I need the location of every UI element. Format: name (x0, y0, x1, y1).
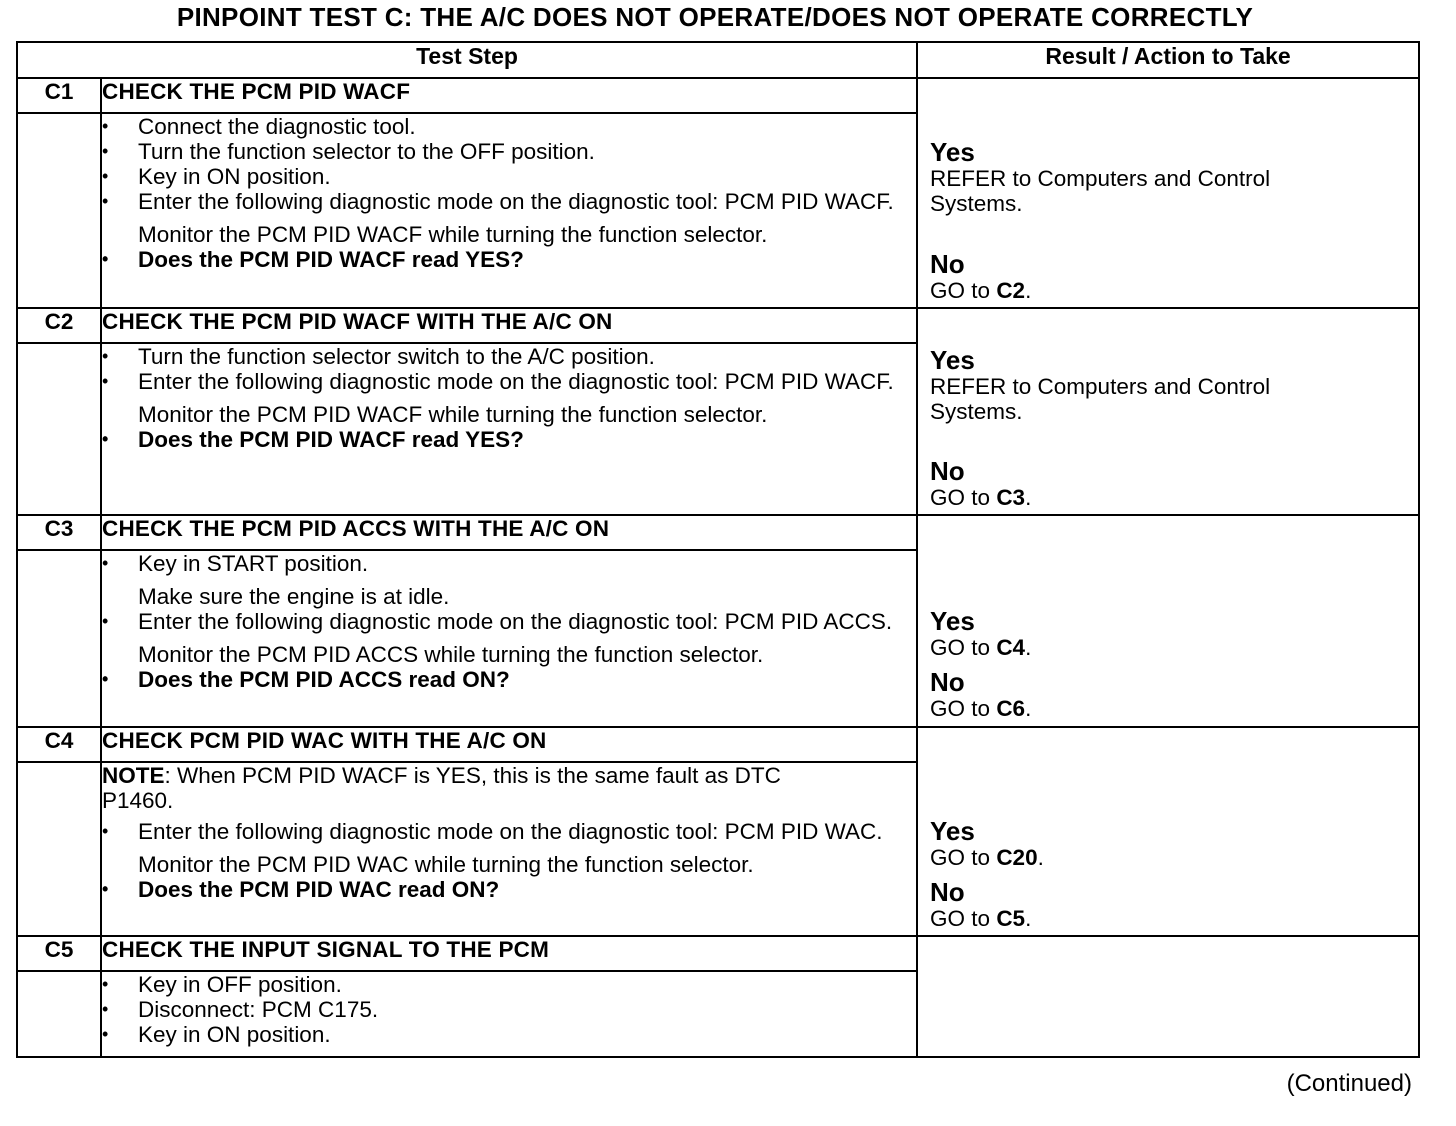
step-title: CHECK THE PCM PID WACF (101, 78, 917, 113)
question: • Does the PCM PID WAC read ON? (102, 877, 916, 902)
yes-action: GO to C4. (930, 635, 1032, 660)
note-text: : When PCM PID WACF is YES, this is the same fault as DTC P1460. (102, 763, 781, 813)
step-id: C4 (17, 727, 101, 762)
pinpoint-test-table (16, 41, 1420, 1058)
goto-link[interactable]: C20 (996, 845, 1038, 870)
list-item: • Enter the following diagnostic mode on the diagnostic tool: PCM PID WAC. (102, 819, 916, 844)
list-item: Make sure the engine is at idle. (138, 584, 450, 609)
page-title: PINPOINT TEST C: THE A/C DOES NOT OPERATE/DOES NOT OPERATE CORRECTLY (176, 2, 1254, 32)
continued-label: (Continued) (1286, 1070, 1412, 1097)
step-title-row-c1 (17, 78, 1419, 113)
yes-block (930, 818, 1410, 870)
list-item: Monitor the PCM PID WACF while turning the function selector. (138, 402, 768, 427)
goto-link[interactable]: C5 (996, 906, 1026, 931)
no-block (930, 458, 1410, 510)
note (102, 763, 916, 813)
step-title: CHECK THE PCM PID WACF WITH THE A/C ON (101, 308, 917, 343)
list-item: • Key in ON position. (102, 1022, 916, 1047)
step-id: C3 (17, 515, 101, 550)
list-item: • Key in ON position. (102, 164, 916, 189)
result-cell-c4 (917, 727, 1419, 936)
list-item: Monitor the PCM PID ACCS while turning the function selector. (138, 642, 764, 667)
yes-action: GO to C20. (930, 845, 1044, 870)
list-item: • Turn the function selector to the OFF position. (102, 139, 916, 164)
list-item: • Enter the following diagnostic mode on the diagnostic tool: PCM PID WACF. (102, 369, 916, 394)
yes-block (930, 139, 1410, 216)
no-block (930, 251, 1410, 303)
yes-label: Yes (930, 137, 975, 167)
list-item: Monitor the PCM PID WACF while turning the function selector. (138, 222, 768, 247)
list-item: • Key in START position. (102, 551, 916, 576)
list-item: Monitor the PCM PID WAC while turning the function selector. (138, 852, 754, 877)
step-body (101, 113, 917, 308)
result-cell-c1 (917, 78, 1419, 308)
header-test-step: Test Step (17, 42, 917, 78)
step-title-row-c3 (17, 515, 1419, 550)
result-cell-c3 (917, 515, 1419, 727)
step-id: C1 (17, 78, 101, 113)
step-title: CHECK THE INPUT SIGNAL TO THE PCM (101, 936, 917, 971)
step-body (101, 971, 917, 1057)
question: • Does the PCM PID WACF read YES? (102, 247, 916, 272)
yes-action: REFER to Computers and Control Systems. (930, 374, 1271, 424)
yes-action: REFER to Computers and Control Systems. (930, 166, 1271, 216)
step-title-row-c5 (17, 936, 1419, 971)
step-title-row-c4 (17, 727, 1419, 762)
yes-label: Yes (930, 816, 975, 846)
note-label: NOTE (102, 763, 165, 788)
goto-link[interactable]: C6 (996, 696, 1026, 721)
step-title: CHECK PCM PID WAC WITH THE A/C ON (101, 727, 917, 762)
no-label: No (930, 667, 965, 697)
no-action: GO to C3. (930, 485, 1032, 510)
header-result: Result / Action to Take (917, 42, 1419, 78)
step-title-row-c2 (17, 308, 1419, 343)
no-block (930, 879, 1410, 931)
no-label: No (930, 456, 965, 486)
no-action: GO to C6. (930, 696, 1032, 721)
step-body (101, 550, 917, 727)
list-item: • Connect the diagnostic tool. (102, 114, 916, 139)
question: • Does the PCM PID WACF read YES? (102, 427, 916, 452)
list-item: • Turn the function selector switch to the A/C position. (102, 344, 916, 369)
result-cell-c5 (917, 936, 1419, 1057)
step-body (101, 343, 917, 515)
no-action: GO to C5. (930, 906, 1032, 931)
step-title: CHECK THE PCM PID ACCS WITH THE A/C ON (101, 515, 917, 550)
result-cell-c2 (917, 308, 1419, 515)
no-action: GO to C2. (930, 278, 1032, 303)
step-id: C2 (17, 308, 101, 343)
no-block (930, 669, 1410, 721)
list-item: • Disconnect: PCM C175. (102, 997, 916, 1022)
list-item: • Enter the following diagnostic mode on the diagnostic tool: PCM PID WACF. (102, 189, 916, 214)
goto-link[interactable]: C2 (996, 278, 1026, 303)
step-body (101, 762, 917, 936)
question: • Does the PCM PID ACCS read ON? (102, 667, 916, 692)
list-item: • Enter the following diagnostic mode on the diagnostic tool: PCM PID ACCS. (102, 609, 916, 634)
yes-label: Yes (930, 345, 975, 375)
yes-label: Yes (930, 606, 975, 636)
yes-block (930, 608, 1410, 660)
table-header-row (17, 42, 1419, 78)
list-item: • Key in OFF position. (102, 972, 916, 997)
goto-link[interactable]: C4 (996, 635, 1026, 660)
goto-link[interactable]: C3 (996, 485, 1026, 510)
no-label: No (930, 877, 965, 907)
yes-block (930, 347, 1410, 424)
no-label: No (930, 249, 965, 279)
step-id: C5 (17, 936, 101, 971)
